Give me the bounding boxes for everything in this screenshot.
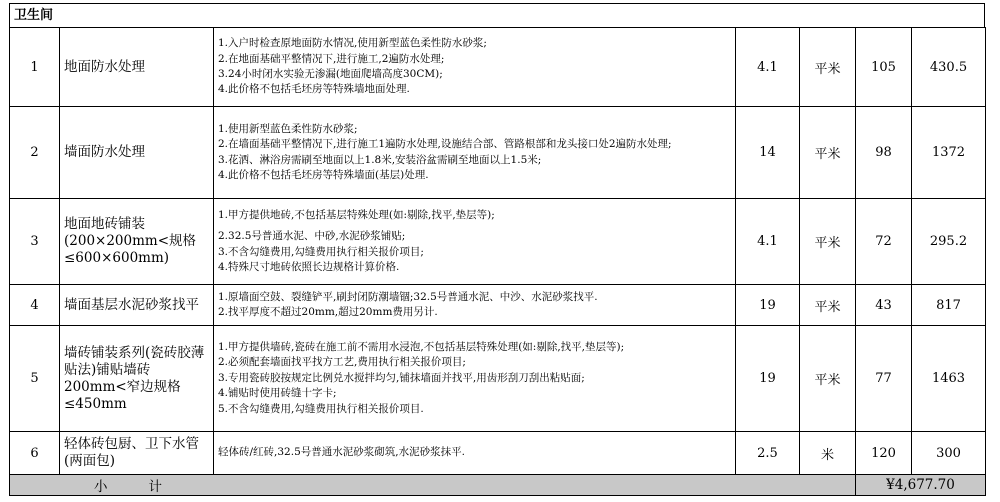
item-quantity: 19 xyxy=(736,285,800,326)
row-number: 3 xyxy=(10,199,60,285)
item-quantity: 2.5 xyxy=(736,432,800,475)
item-unit-price: 77 xyxy=(856,326,912,432)
table-row xyxy=(10,285,986,326)
description-line: 5.不含勾缝费用,勾缝费用执行相关报价项目. xyxy=(218,402,424,415)
description-line: 2.必须配套墙面找平找方工艺,费用执行相关报价项目; xyxy=(218,356,466,369)
quote-table xyxy=(9,27,986,496)
table-row xyxy=(10,107,986,199)
item-description xyxy=(214,107,736,199)
row-number: 4 xyxy=(10,285,60,326)
item-unit: 平米 xyxy=(800,107,856,199)
item-quantity: 4.1 xyxy=(736,199,800,285)
item-unit: 米 xyxy=(800,432,856,475)
description-line: 2.在墙面基础平整情况下,进行施工1遍防水处理,设施结合部、管路根部和龙头接口处2遍防水处理; xyxy=(218,138,672,151)
item-unit: 平米 xyxy=(800,28,856,107)
description-line: 3.不含勾缝费用,勾缝费用执行相关报价项目; xyxy=(218,245,424,258)
description-line: 3.专用瓷砖胶按规定比例兑水搅拌均匀,铺抹墙面并找平,用齿形刮刀刮出粘贴面; xyxy=(218,371,585,384)
table-row xyxy=(10,199,986,285)
item-unit: 平米 xyxy=(800,199,856,285)
item-description xyxy=(214,199,736,285)
subtotal-label-right: 计 xyxy=(148,479,163,495)
table-row xyxy=(10,326,986,432)
item-unit-price: 120 xyxy=(856,432,912,475)
item-name: 墙面防水处理 xyxy=(60,107,214,199)
description-line: 4.此价格不包括毛坯房等特殊墙面(基层)处理. xyxy=(218,168,429,181)
item-description xyxy=(214,432,736,475)
item-total: 817 xyxy=(912,285,986,326)
item-quantity: 19 xyxy=(736,326,800,432)
subtotal-row xyxy=(10,475,986,496)
subtotal-label xyxy=(10,475,856,496)
item-unit: 平米 xyxy=(800,326,856,432)
item-unit-price: 72 xyxy=(856,199,912,285)
item-unit: 平米 xyxy=(800,285,856,326)
item-description xyxy=(214,285,736,326)
item-total: 300 xyxy=(912,432,986,475)
item-description xyxy=(214,326,736,432)
row-number: 6 xyxy=(10,432,60,475)
item-unit-price: 105 xyxy=(856,28,912,107)
description-line: 3.24小时闭水实验无渗漏(地面爬墙高度30CM); xyxy=(218,68,443,80)
description-line: 3.花洒、淋浴房需刷至地面以上1.8米,安装浴盆需刷至地面以上1.5米; xyxy=(218,153,542,166)
description-line: 1.使用新型蓝色柔性防水砂浆; xyxy=(218,122,358,135)
item-total: 1372 xyxy=(912,107,986,199)
item-name: 地面防水处理 xyxy=(60,28,214,107)
description-line: 2.找平厚度不超过20mm,超过20mm费用另计. xyxy=(218,306,438,318)
description-line: 4.特殊尺寸地砖依照长边规格计算价格. xyxy=(218,260,400,273)
item-total: 295.2 xyxy=(912,199,986,285)
description-line: 1.原墙面空鼓、裂缝铲平,刷封闭防潮墙锢;32.5号普通水泥、中沙、水泥砂浆找平. xyxy=(218,290,598,303)
description-line: 轻体砖/红砖,32.5号普通水泥砂浆砌筑,水泥砂浆抹平. xyxy=(218,446,465,459)
item-unit-price: 98 xyxy=(856,107,912,199)
item-unit-price: 43 xyxy=(856,285,912,326)
description-line: 4.此价格不包括毛坯房等特殊墙地面处理. xyxy=(218,83,410,96)
row-number: 1 xyxy=(10,28,60,107)
subtotal-label-left: 小 xyxy=(94,479,109,495)
item-description xyxy=(214,28,736,107)
section-title: 卫生间 xyxy=(9,3,985,27)
row-number: 2 xyxy=(10,107,60,199)
item-quantity: 4.1 xyxy=(736,28,800,107)
description-line: 2.32.5号普通水泥、中砂,水泥砂浆铺贴; xyxy=(218,230,406,243)
description-line: 2.在地面基础平整情况下,进行施工,2遍防水处理; xyxy=(218,52,445,65)
row-number: 5 xyxy=(10,326,60,432)
item-quantity: 14 xyxy=(736,107,800,199)
table-row xyxy=(10,28,986,107)
item-name: 轻体砖包厨、卫下水管(两面包) xyxy=(60,432,214,475)
description-line: 1.甲方提供墙砖,瓷砖在施工前不需用水浸泡,不包括基层特殊处理(如:剔除,找平,垫层等); xyxy=(218,340,625,353)
quote-sheet xyxy=(9,3,985,496)
item-name: 地面地砖铺装(200×200mm<规格≤600×600mm) xyxy=(60,199,214,285)
subtotal-amount: ¥4,677.70 xyxy=(856,475,986,496)
description-line: 1.入户时检查原地面防水情况,使用新型蓝色柔性防水砂浆; xyxy=(218,37,487,50)
description-line: 1.甲方提供地砖,不包括基层特殊处理(如:剔除,找平,垫层等); xyxy=(218,208,495,221)
item-name: 墙面基层水泥砂浆找平 xyxy=(60,285,214,326)
table-row xyxy=(10,432,986,475)
description-line: 4.铺贴时使用砖缝十字卡; xyxy=(218,387,337,400)
item-total: 430.5 xyxy=(912,28,986,107)
item-name: 墙砖铺装系列(瓷砖胶薄贴法)铺贴墙砖200mm<窄边规格≤450mm xyxy=(60,326,214,432)
item-total: 1463 xyxy=(912,326,986,432)
